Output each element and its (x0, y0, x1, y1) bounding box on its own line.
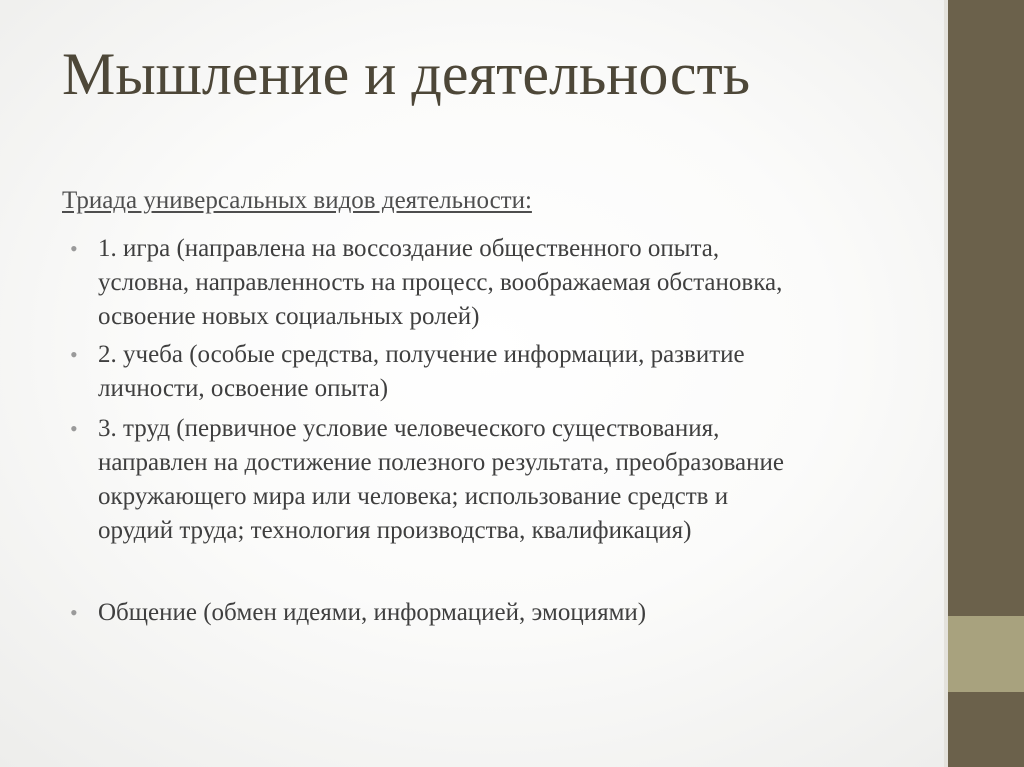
list-item-line: Общение (обмен идеями, информацией, эмоциями) (98, 599, 647, 626)
slide-title: Мышление и деятельность (62, 41, 751, 107)
list-item-line: орудий труда; технология производства, квалификация) (98, 517, 692, 544)
list-item-line: освоение новых социальных ролей) (98, 303, 480, 330)
list-item-text (98, 338, 900, 406)
bullet-icon: • (70, 416, 78, 441)
bullet-icon: • (70, 600, 78, 625)
list-item-line: личности, освоение опыта) (98, 375, 389, 402)
list-item-labor (70, 412, 900, 548)
list-item-communication (70, 596, 900, 630)
bullet-icon: • (70, 236, 78, 261)
list-item-game (70, 232, 900, 334)
list-item-line: 3. труд (первичное условие человеческого существования, (98, 415, 720, 442)
list-item-study (70, 338, 900, 406)
sidebar-accent-block (948, 616, 1024, 692)
list-item-line: 1. игра (направлена на воссоздание общественного опыта, (98, 235, 720, 262)
list-item-text (98, 596, 900, 630)
list-item-text (98, 412, 900, 548)
list-item-line: условна, направленность на процесс, воображаемая обстановка, (98, 269, 783, 296)
bullet-icon: • (70, 342, 78, 367)
list-item-line: направлен на достижение полезного результата, преобразование (98, 449, 784, 476)
intro-heading: Триада универсальных видов деятельности: (62, 187, 532, 214)
list-item-line: окружающего мира или человека; использование средств и (98, 483, 729, 510)
list-item-text (98, 232, 900, 334)
list-item-line: 2. учеба (особые средства, получение информации, развитие (98, 341, 745, 368)
